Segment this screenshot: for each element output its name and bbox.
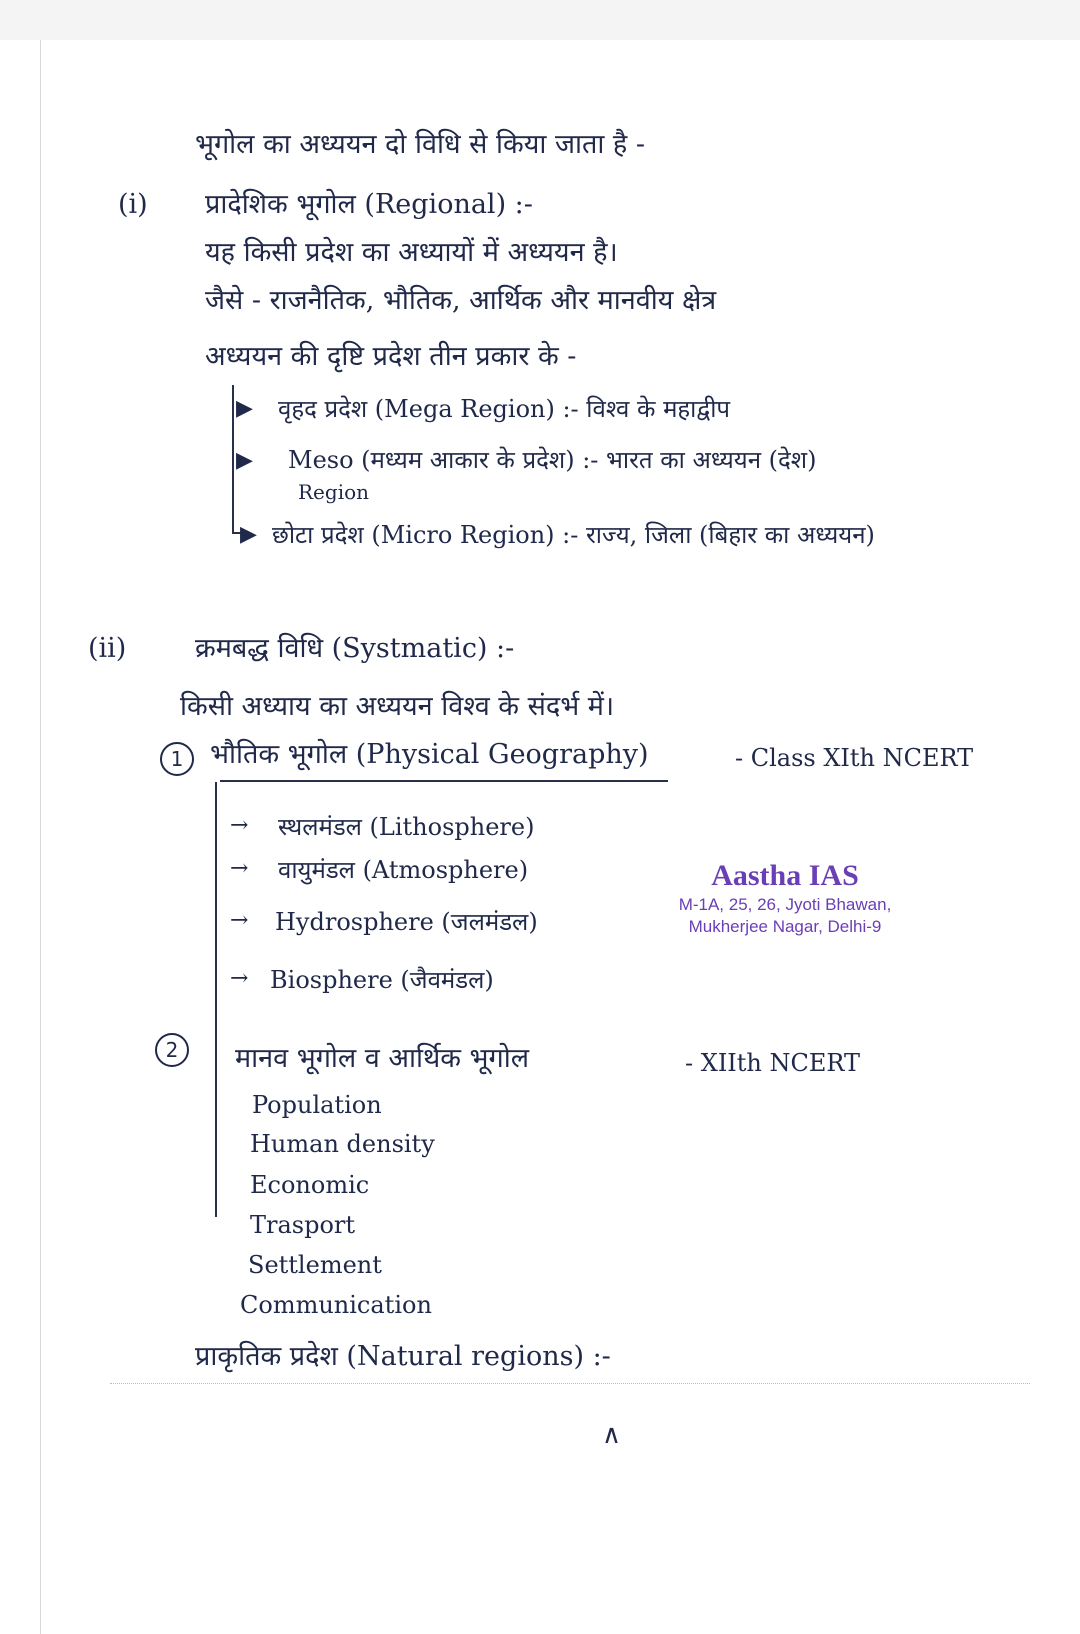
stamp-name: Aastha IAS bbox=[711, 859, 859, 892]
section1-number: (i) bbox=[118, 189, 148, 220]
section1-line2: जैसे - राजनैतिक, भौतिक, आर्थिक और मानवीय क्षेत्र bbox=[205, 285, 717, 316]
arrow-icon: → bbox=[230, 966, 249, 991]
section1-line1: यह किसी प्रदेश का अध्यायों में अध्ययन है। bbox=[205, 237, 618, 268]
arrow-icon: → bbox=[230, 908, 249, 933]
topic-economic: Economic bbox=[250, 1171, 370, 1199]
physical-geography-title: भौतिक भूगोल (Physical Geography) bbox=[210, 739, 649, 770]
topic-communication: Communication bbox=[240, 1291, 432, 1319]
item1-number: 1 bbox=[160, 742, 194, 776]
physical-geography-note: - Class XIth NCERT bbox=[735, 744, 974, 772]
human-geography-note: - XIIth NCERT bbox=[685, 1049, 861, 1077]
item2-number: 2 bbox=[155, 1033, 189, 1067]
topic-transport: Trasport bbox=[250, 1211, 356, 1239]
topic-bracket bbox=[215, 782, 217, 1217]
title-underline bbox=[220, 780, 668, 782]
section2-heading: क्रमबद्ध विधि (Systmatic) :- bbox=[195, 633, 515, 664]
meso-region-sublabel: Region bbox=[298, 480, 370, 504]
caret-mark-icon: ∧ bbox=[602, 1420, 622, 1450]
region-bracket bbox=[232, 385, 234, 533]
human-geography-title: मानव भूगोल व आर्थिक भूगोल bbox=[235, 1043, 530, 1074]
region-type-mega: वृहद प्रदेश (Mega Region) :- विश्व के महाद्वीप bbox=[278, 395, 731, 423]
topic-population: Population bbox=[252, 1091, 382, 1119]
section1-heading: प्रादेशिक भूगोल (Regional) :- bbox=[205, 189, 533, 220]
section1-line3: अध्ययन की दृष्टि प्रदेश तीन प्रकार के - bbox=[205, 341, 577, 372]
region-type-micro: छोटा प्रदेश (Micro Region) :- राज्य, जिला (बिहार का अध्ययन) bbox=[272, 521, 875, 549]
sphere-atmosphere: वायुमंडल (Atmosphere) bbox=[278, 856, 529, 884]
arrow-icon: ▶ bbox=[236, 448, 253, 473]
aastha-ias-stamp bbox=[650, 858, 920, 938]
sphere-lithosphere: स्थलमंडल (Lithosphere) bbox=[278, 813, 535, 841]
topic-settlement: Settlement bbox=[248, 1251, 382, 1279]
sphere-biosphere: Biosphere (जैवमंडल) bbox=[270, 966, 494, 994]
arrow-icon: → bbox=[230, 856, 249, 881]
topic-human-density: Human density bbox=[250, 1130, 435, 1158]
arrow-icon: ▶ bbox=[236, 396, 253, 421]
section2-line1: किसी अध्याय का अध्ययन विश्व के संदर्भ में। bbox=[180, 691, 615, 722]
scan-dotted-line bbox=[110, 1383, 1030, 1384]
section2-number: (ii) bbox=[88, 633, 127, 664]
stamp-address-line1: M-1A, 25, 26, Jyoti Bhawan, bbox=[678, 895, 892, 914]
intro-line: भूगोल का अध्ययन दो विधि से किया जाता है - bbox=[195, 129, 645, 160]
natural-regions-heading: प्राकृतिक प्रदेश (Natural regions) :- bbox=[195, 1341, 611, 1372]
stamp-address-line2: Mukherjee Nagar, Delhi-9 bbox=[688, 917, 882, 936]
arrow-icon: → bbox=[230, 813, 249, 838]
region-type-meso: Meso (मध्यम आकार के प्रदेश) :- भारत का अध्ययन (देश) bbox=[288, 446, 817, 474]
arrow-icon: ▶ bbox=[240, 522, 257, 547]
top-bar bbox=[0, 0, 1080, 40]
margin-line bbox=[40, 40, 41, 1634]
sphere-hydrosphere: Hydrosphere (जलमंडल) bbox=[275, 908, 538, 936]
